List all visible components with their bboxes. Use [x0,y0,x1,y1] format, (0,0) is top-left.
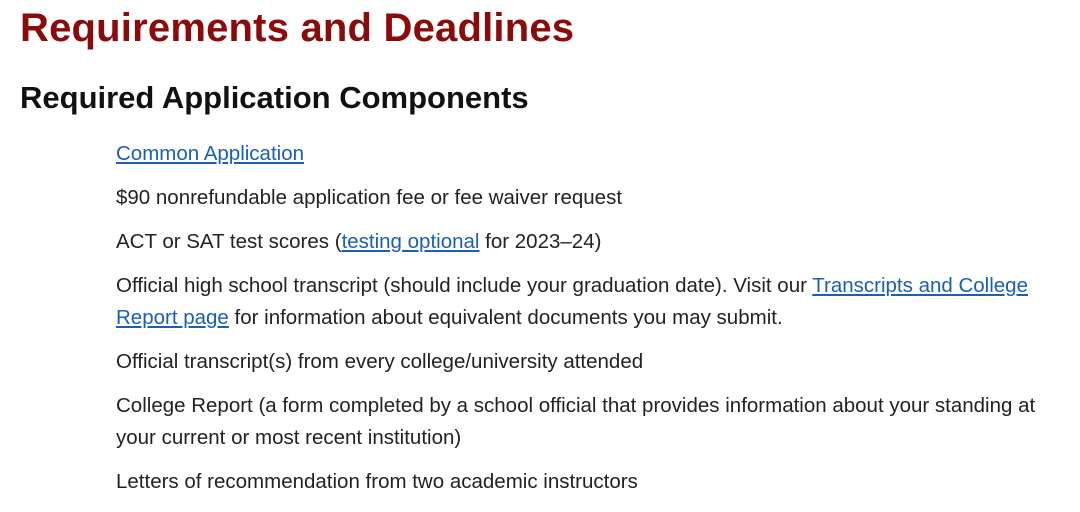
testing-optional-link[interactable]: testing optional [341,230,480,253]
requirement-college-report [116,390,1061,454]
high-school-transcript-text-end: for information about equivalent documents you may submit. [228,306,783,329]
recommendations-text: Letters of recommendation from two academic instructors [116,470,638,493]
requirement-college-transcripts [116,346,1061,378]
section-title: Required Application Components [20,80,529,115]
requirement-application-fee [116,182,1061,214]
college-report-text: College Report (a form completed by a school official that provides information about your standing at your current or most recent institution) [116,394,1036,449]
college-transcripts-text: Official transcript(s) from every college/university attended [116,350,644,373]
requirements-list [116,138,1061,510]
test-scores-text: ACT or SAT test scores ( [116,230,342,253]
requirement-high-school-transcript [116,270,1061,334]
high-school-transcript-text: Official high school transcript (should include your graduation date). Visit our [116,274,813,297]
application-fee-text: $90 nonrefundable application fee or fee waiver request [116,186,623,209]
page-title: Requirements and Deadlines [20,6,575,50]
requirement-common-application [116,138,1061,170]
transcripts-college-report-link[interactable]: Transcripts and College Report page [116,274,1028,329]
requirement-recommendations [116,466,1061,498]
common-application-link[interactable]: Common Application [116,142,305,165]
test-scores-text-end: for 2023–24) [479,230,602,253]
requirement-test-scores [116,226,1061,258]
